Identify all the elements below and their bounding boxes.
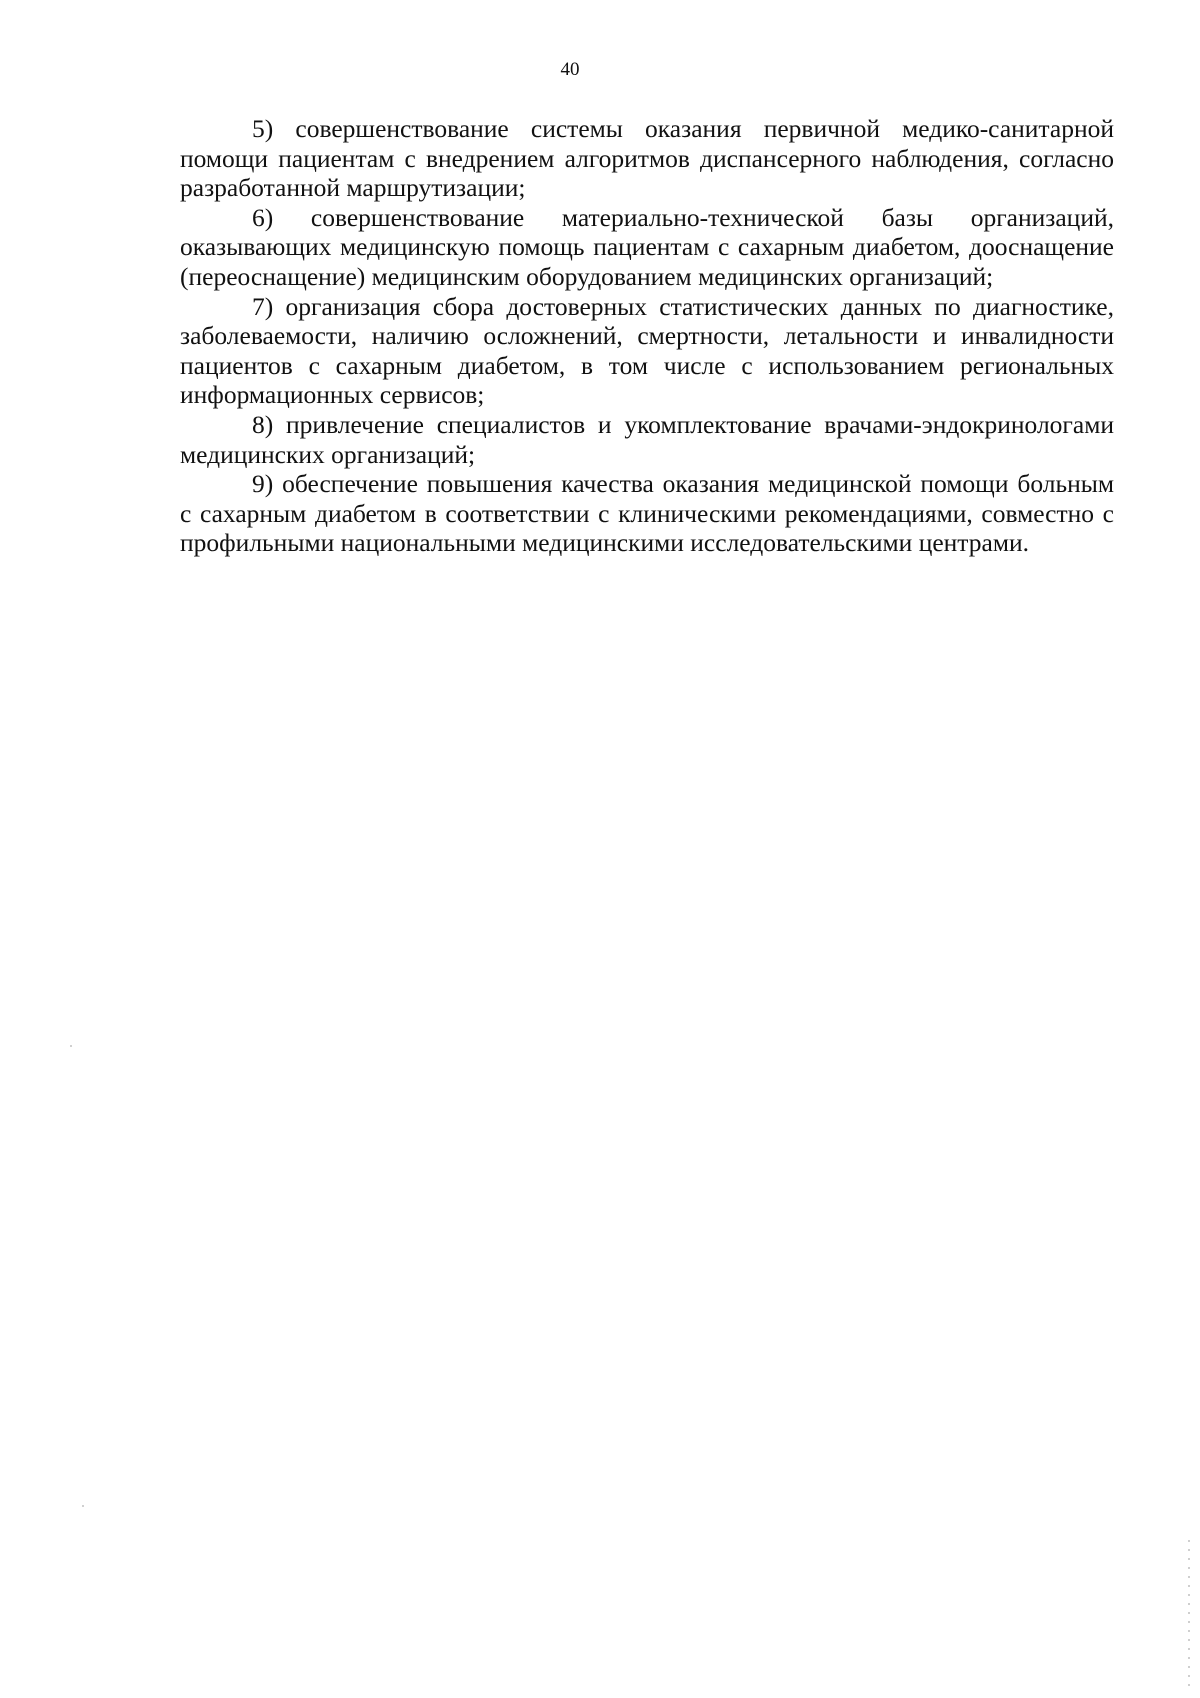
list-item — [180, 292, 1114, 410]
item-text: совершенствование системы оказания первичной медико-санитарной помощи пациентам с внедрением алгоритмов диспансерного наблюдения, согласно разработанной маршрутизации; — [180, 114, 1114, 203]
scanner-edge-marks — [1188, 1540, 1190, 1690]
list-item — [180, 114, 1114, 203]
list-item — [180, 410, 1114, 469]
scan-speck — [82, 1505, 84, 1507]
document-body — [180, 114, 1114, 558]
item-text: обеспечение повышения качества оказания медицинской помощи больным с сахарным диабетом в соответствии с клиническими рекомендациями, совместно с профильными национальными медицинскими исследовательскими центрами. — [180, 469, 1115, 558]
item-number: 9) — [252, 469, 274, 499]
scan-speck — [70, 1045, 72, 1047]
page-number: 40 — [560, 59, 580, 80]
item-text: привлечение специалистов и укомплектование врачами-эндокринологами медицинских организаций; — [180, 409, 1114, 469]
list-item — [180, 203, 1114, 292]
item-text: организация сбора достоверных статистических данных по диагностике, заболеваемости, наличию осложнений, смертности, летальности и инвалидности пациентов с сахарным диабетом, в том числе с использованием региональных информационных сервисов; — [180, 291, 1114, 410]
item-number: 7) — [252, 291, 274, 321]
item-text: совершенствование материально-технической базы организаций, оказывающих медицинскую помощь пациентам с сахарным диабетом, дооснащение (переоснащение) медицинским оборудованием медицинских организаций; — [180, 202, 1114, 291]
item-number: 8) — [252, 409, 274, 439]
list-item — [180, 469, 1114, 558]
item-number: 6) — [252, 202, 274, 232]
item-number: 5) — [252, 114, 274, 143]
